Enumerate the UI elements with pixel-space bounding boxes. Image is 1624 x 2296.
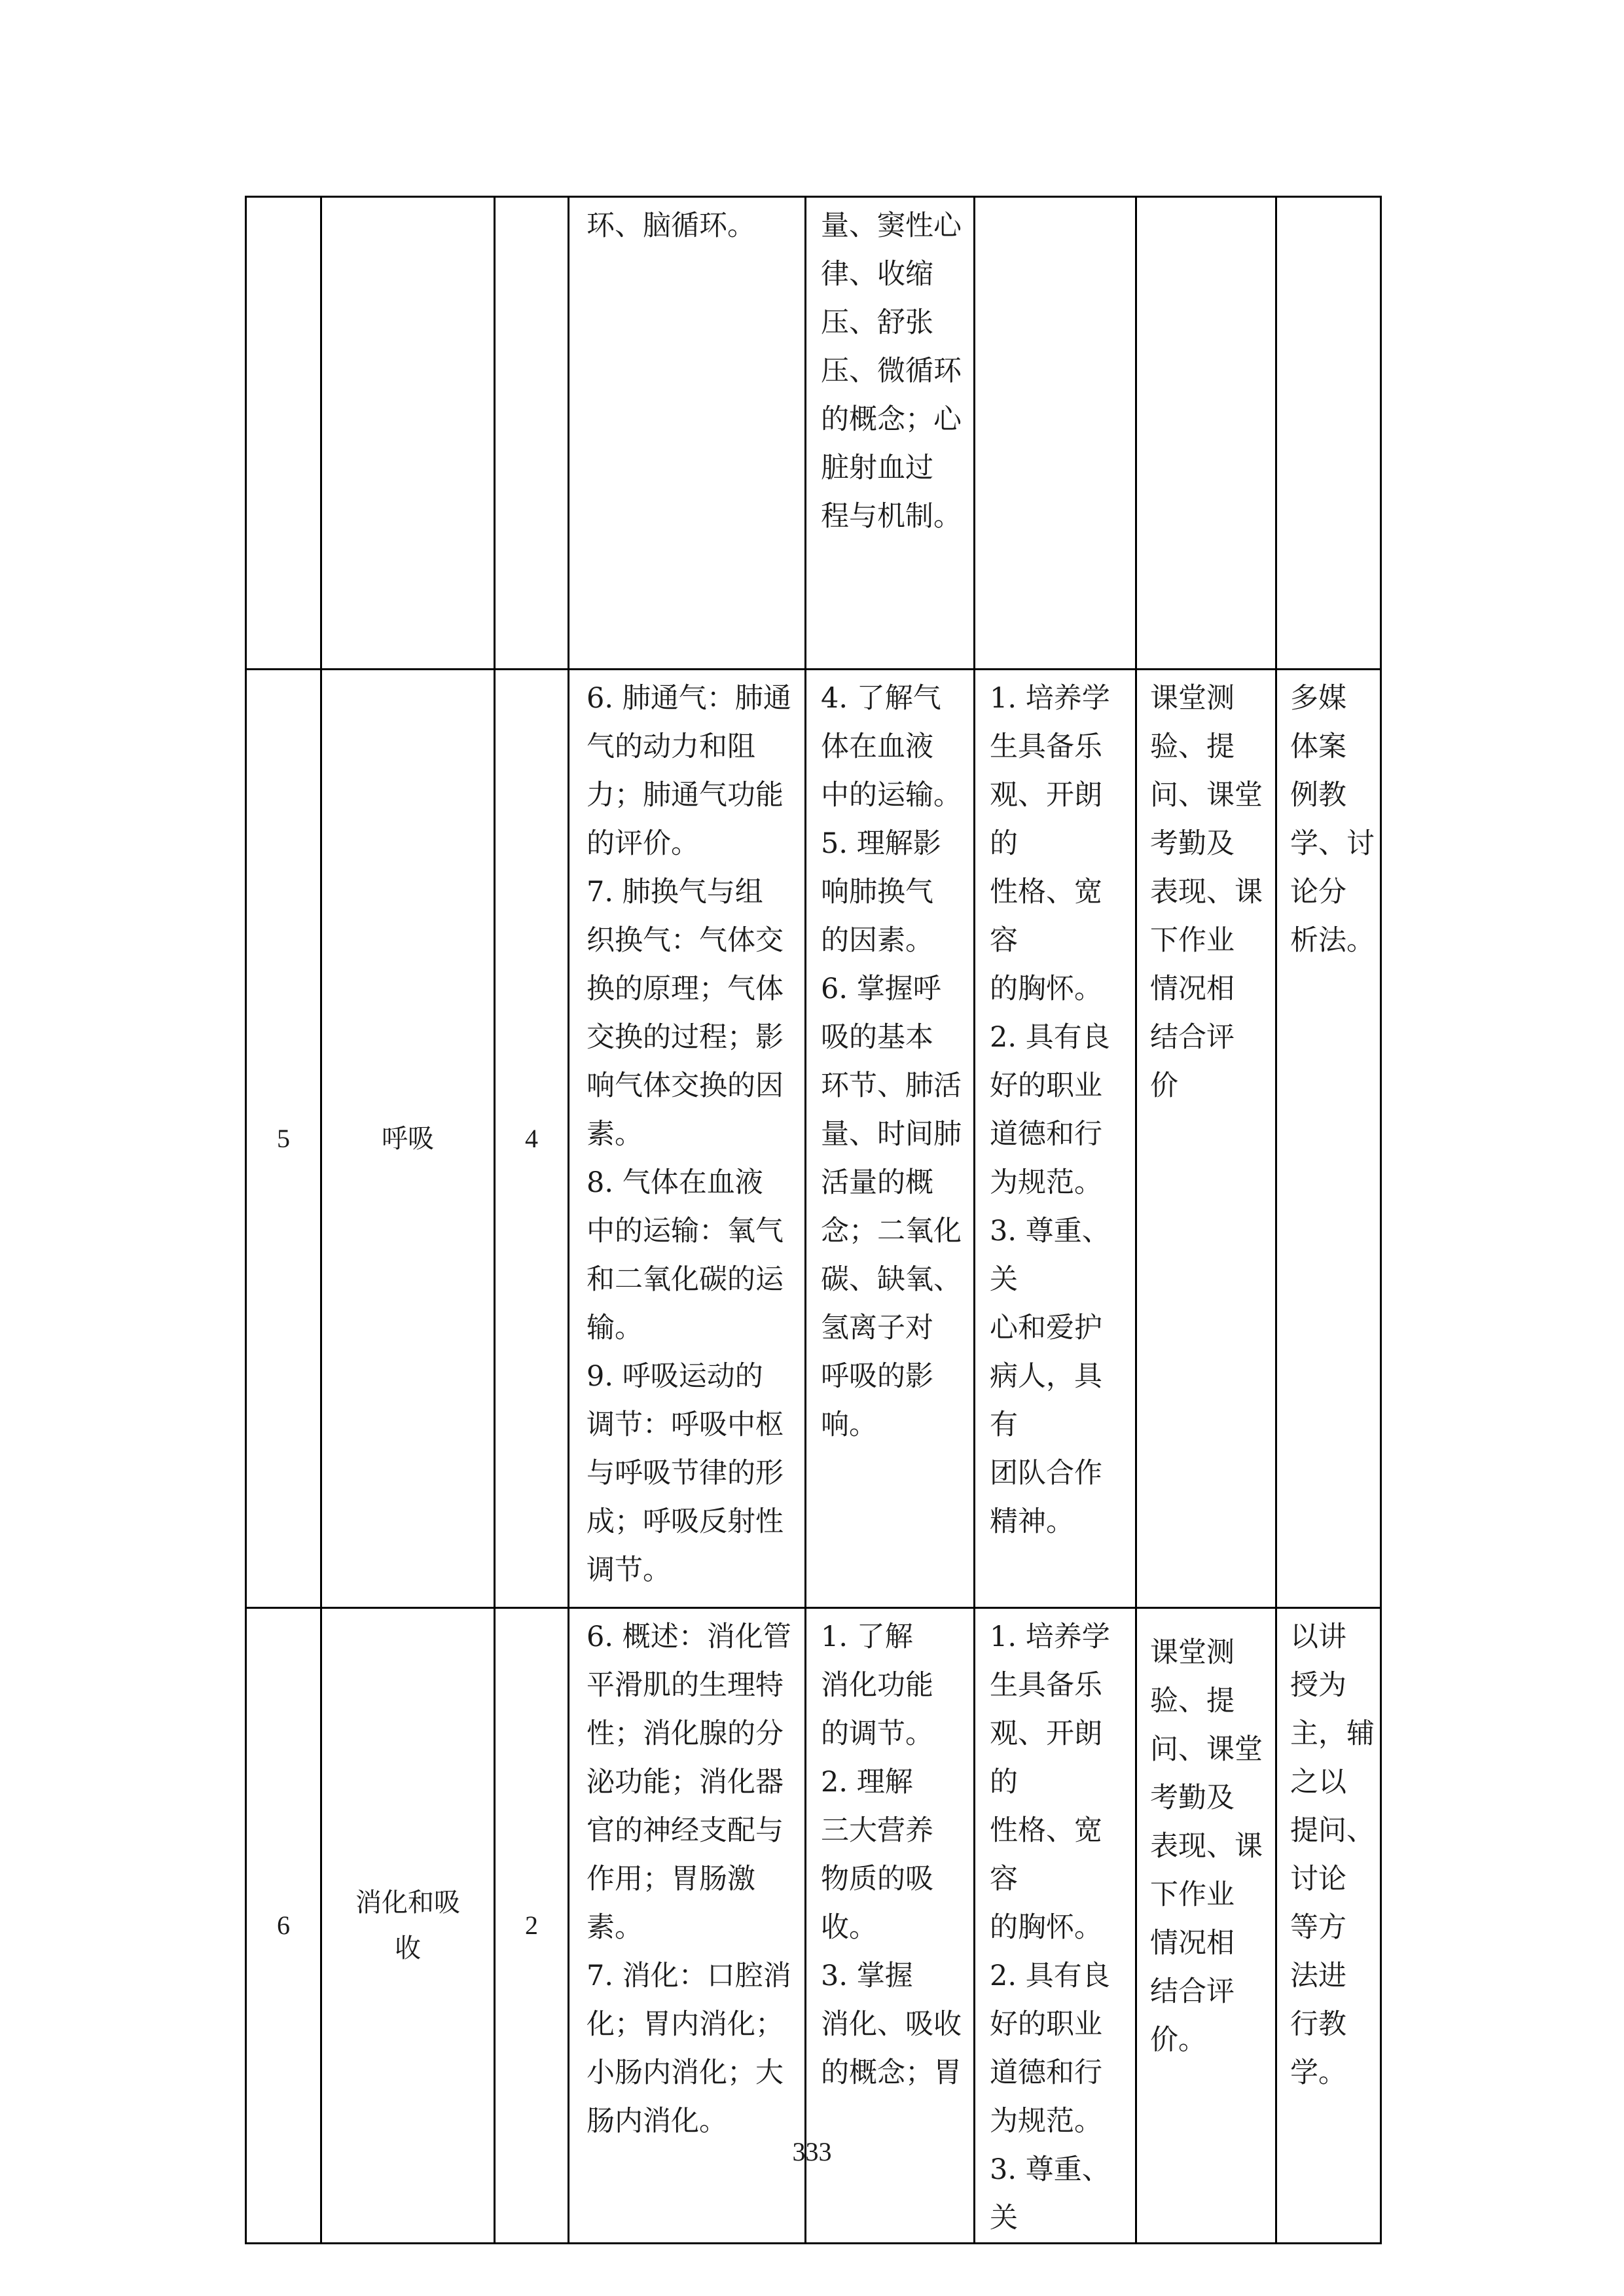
hours-cell: 2 bbox=[495, 1608, 569, 2244]
teaching-content-cell: 6. 概述：消化管 平滑肌的生理特 性；消化腺的分 泌功能；消化器 官的神经支配与 作用；胃肠激素。 7. 消化：口腔消 化；胃内消化； 小肠内消化；大 肠内消化。 bbox=[569, 1608, 806, 2244]
unit-title-cell bbox=[321, 197, 495, 670]
quality-goals-cell bbox=[975, 197, 1136, 670]
assessment-cell: 课堂测 验、提 问、课堂 考勤及 表现、课 下作业 情况相 结合评 价 bbox=[1136, 670, 1276, 1608]
teaching-method-cell: 以讲 授为 主，辅 之以 提问、 讨论 等方 法进 行教 学。 bbox=[1276, 1608, 1381, 2244]
hours-cell: 4 bbox=[495, 670, 569, 1608]
hours-cell bbox=[495, 197, 569, 670]
teaching-content-cell: 环、脑循环。 bbox=[569, 197, 806, 670]
quality-goals-cell: 1. 培养学 生具备乐 观、开朗的 性格、宽容 的胸怀。 2. 具有良 好的职业 道德和行 为规范。 3. 尊重、关 心和爱护 病人，具有 团队合作 精神。 bbox=[975, 670, 1136, 1608]
unit-title-cell: 消化和吸 收 bbox=[321, 1608, 495, 2244]
page-number: 333 bbox=[792, 2137, 832, 2166]
curriculum-table bbox=[245, 196, 1382, 2244]
assessment-text: 课堂测 验、提 问、课堂 考勤及 表现、课 下作业 情况相 结合评 价。 bbox=[1150, 1636, 1263, 2056]
knowledge-goals-cell: 4. 了解气 体在血液 中的运输。 5. 理解影 响肺换气 的因素。 6. 掌握呼 吸的基本 环节、肺活 量、时间肺 活量的概 念；二氧化 碳、缺氧、 氢离子对 呼吸的影 响。 bbox=[806, 670, 975, 1608]
lesson-number-cell bbox=[246, 197, 321, 670]
quality-goals-cell: 1. 培养学 生具备乐 观、开朗的 性格、宽容 的胸怀。 2. 具有良 好的职业 道德和行 为规范。 3. 尊重、关 bbox=[975, 1608, 1136, 2244]
teaching-method-cell: 多媒 体案 例教 学、讨 论分 析法。 bbox=[1276, 670, 1381, 1608]
knowledge-goals-cell: 量、窦性心 律、收缩 压、舒张 压、微循环 的概念；心 脏射血过 程与机制。 bbox=[806, 197, 975, 670]
lesson-number-cell: 6 bbox=[246, 1608, 321, 2244]
lesson-number-cell: 5 bbox=[246, 670, 321, 1608]
table-row bbox=[246, 197, 1381, 670]
teaching-content-cell: 6. 肺通气：肺通 气的动力和阻 力；肺通气功能 的评价。 7. 肺换气与组 织换气：气体交 换的原理；气体 交换的过程；影 响气体交换的因 素。 8. 气体在血液 中的运输：氧气 和二氧化碳的运 输。 9. 呼吸运动的 调节：呼吸中枢 与呼吸节律的形 成；呼吸反射性 调节。 bbox=[569, 670, 806, 1608]
unit-title-cell: 呼吸 bbox=[321, 670, 495, 1608]
knowledge-goals-cell: 1. 了解 消化功能 的调节。 2. 理解 三大营养 物质的吸 收。 3. 掌握 消化、吸收 的概念；胃 bbox=[806, 1608, 975, 2244]
assessment-cell bbox=[1136, 197, 1276, 670]
teaching-method-cell bbox=[1276, 197, 1381, 670]
table-row bbox=[246, 670, 1381, 1608]
